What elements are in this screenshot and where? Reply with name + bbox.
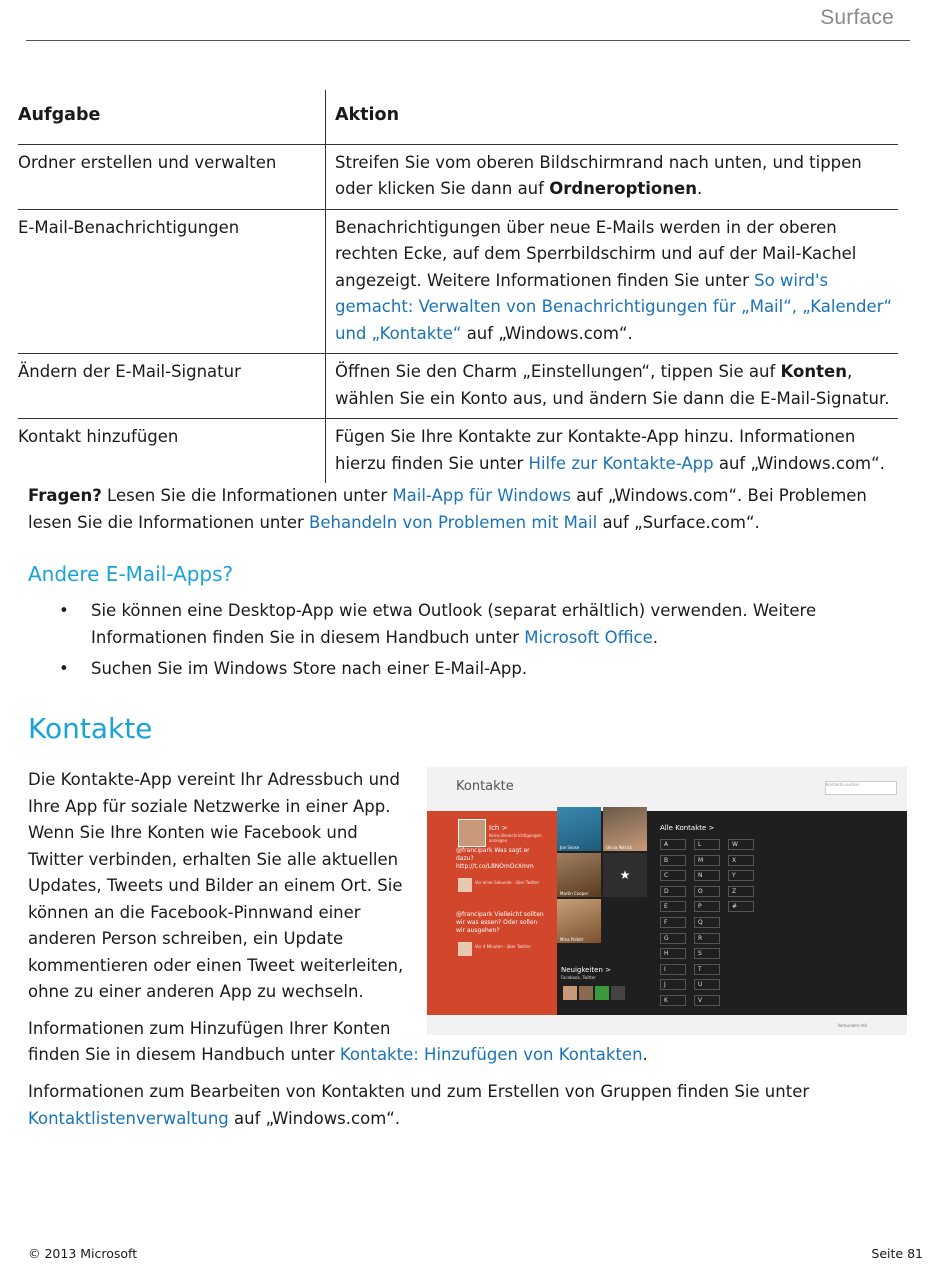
link-add-contacts[interactable]: Kontakte: Hinzufügen von Kontakten — [339, 1045, 643, 1064]
task-table — [18, 90, 898, 483]
ss-news-avatar — [595, 986, 609, 1000]
ss-letter-tile: D — [660, 886, 686, 897]
ss-letter-tile: U — [694, 979, 720, 990]
ss-me-sub: Keine Benachrichtigungen anzeigen — [489, 833, 542, 843]
bullet: • — [59, 601, 69, 620]
ss-letter-tile: F — [660, 917, 686, 928]
link-contact-list-management[interactable]: Kontaktlistenverwaltung — [28, 1108, 229, 1128]
ss-letter-tile: E — [660, 901, 686, 912]
ss-letter-tile: T — [694, 964, 720, 975]
ss-letter-tile: P — [694, 901, 720, 912]
ss-favorite-tile: ★ — [603, 853, 647, 897]
link-mail-troubleshoot[interactable]: Behandeln von Problemen mit Mail — [309, 512, 598, 532]
link-mail-app[interactable]: Mail-App für Windows — [392, 486, 571, 505]
ss-search-box: Kontakte suchen — [825, 781, 897, 795]
list-item: • Sie können eine Desktop-App wie etwa Outlook (separat erhältlich) verwenden. Weitere Informationen finden Sie in diesem Handbuch unter Microsoft Office. — [28, 598, 898, 651]
ss-letter-tile: H — [660, 948, 686, 959]
header-rule — [26, 40, 910, 41]
ss-post-meta: Vor 4 Minuten · über Twitter — [475, 944, 531, 949]
ss-letter-tile: # — [728, 901, 754, 912]
bold-term: Konten — [780, 362, 847, 381]
ss-all-contacts: Alle Kontakte > — [660, 824, 715, 832]
ss-post: @francipark Was sagt er dazu? http://t.co/L8NOmOcXmm — [456, 847, 534, 870]
ss-letter-tile: G — [660, 933, 686, 944]
bold-term: Ordneroptionen — [549, 179, 697, 198]
link-notifications-howto[interactable]: So wird's gemacht: Verwalten von Benachrichtigungen für „Mail“, „Kalender“ und „Kontakte“ — [335, 270, 893, 343]
list-item: • Suchen Sie im Windows Store nach einer E-Mail-App. — [28, 656, 898, 683]
column-header-action: Aktion — [326, 90, 899, 144]
ss-letter-tile: M — [694, 855, 720, 866]
ss-footer-text: Verbunden mit — [837, 1023, 867, 1028]
ss-app-title: Kontakte — [456, 779, 514, 794]
other-apps-list — [28, 598, 898, 688]
ss-letter-tile: C — [660, 870, 686, 881]
ss-letter-tile: V — [694, 995, 720, 1006]
ss-footer — [427, 1015, 907, 1035]
ss-letter-tile: Q — [694, 917, 720, 928]
add-accounts-line1: Informationen zum Hinzufügen Ihrer Konten — [28, 1019, 391, 1038]
footer-copyright: © 2013 Microsoft — [28, 1246, 138, 1261]
add-accounts-line2: finden Sie in diesem Handbuch unter Kontakte: Hinzufügen von Kontakten. — [28, 1045, 648, 1064]
ss-contact-name: Martin Cooper — [560, 891, 589, 896]
footer-page-number: Seite 81 — [871, 1246, 923, 1261]
kontakte-app-screenshot — [427, 767, 907, 1035]
ss-contact-name: Joe Sinise — [560, 845, 580, 850]
action-cell: Streifen Sie vom oberen Bildschirmrand nach unten, und tippen oder klicken Sie dann auf Ordneroptionen. — [326, 144, 899, 209]
ss-letter-tile: J — [660, 979, 686, 990]
link-microsoft-office[interactable]: Microsoft Office — [524, 627, 653, 647]
table-header-row — [18, 90, 898, 144]
action-cell: Fügen Sie Ihre Kontakte zur Kontakte-App hinzu. Informationen hierzu finden Sie unter Hilfe zur Kontakte-App auf „Windows.com“. — [326, 419, 899, 484]
ss-letter-tile: A — [660, 839, 686, 850]
ss-letter-tile: R — [694, 933, 720, 944]
task-cell: Ändern der E-Mail-Signatur — [18, 354, 326, 419]
ss-me-label: Ich > — [489, 824, 508, 832]
ss-letter-tile: L — [694, 839, 720, 850]
ss-letter-tile: I — [660, 964, 686, 975]
ss-news-label: Neuigkeiten > — [561, 966, 612, 974]
column-header-task: Aufgabe — [18, 105, 101, 125]
ss-post-meta: Vor einer Sekunde · über Twitter — [475, 880, 540, 885]
ss-letter-tile: O — [694, 886, 720, 897]
task-cell: E-Mail-Benachrichtigungen — [18, 209, 326, 354]
bullet: • — [59, 659, 69, 678]
ss-letter-tile: S — [694, 948, 720, 959]
edit-contacts-paragraph: Informationen zum Bearbeiten von Kontakten und zum Erstellen von Gruppen finden Sie unter Kontaktlistenverwaltung auf „Windows.com“. — [28, 1082, 810, 1128]
ss-letter-tile: W — [728, 839, 754, 850]
ss-contact-name: Mina Pollott — [560, 937, 584, 942]
ss-contact-name: Olivia Patrick — [606, 845, 633, 850]
ss-news-avatar — [611, 986, 625, 1000]
ss-letter-tile: Y — [728, 870, 754, 881]
ss-me-panel — [427, 811, 557, 1015]
ss-post-avatar — [458, 942, 472, 956]
ss-contacts-panel — [557, 811, 907, 1015]
add-accounts-line2-text: finden Sie in diesem Handbuch unter — [28, 1045, 340, 1064]
questions-label: Fragen? — [28, 486, 102, 505]
action-cell: Benachrichtigungen über neue E-Mails werden in der oberen rechten Ecke, auf dem Sperrbildschirm und auf der Mail-Kachel angezeigt. Weitere Informationen finden Sie unter So wird's gemacht: Verwalten von Benachrichtigungen für „Mail“, „Kalender“ und „Kontakte“ auf „Windows.com“. — [326, 209, 899, 354]
ss-letter-tile: N — [694, 870, 720, 881]
heading-other-apps: Andere E-Mail-Apps? — [28, 562, 234, 586]
heading-kontakte: Kontakte — [28, 712, 153, 745]
link-kontakte-help[interactable]: Hilfe zur Kontakte-App — [528, 453, 714, 473]
kontakte-intro: Die Kontakte-App vereint Ihr Adressbuch und Ihre App für soziale Netzwerke in einer App. Wenn Sie Ihre Konten wie Facebook und Twitter verbinden, erhalten Sie alle aktuellen Updates, Tweets und Bilder an einem Ort. Sie können an die Facebook-Pinnwand einer anderen Person schreiben, ein Update kommentieren oder einen Tweet weiterleiten, ohne zu einer anderen App zu wechseln. — [28, 770, 404, 1001]
ss-letter-tile: X — [728, 855, 754, 866]
ss-news-avatar — [579, 986, 593, 1000]
ss-me-avatar — [458, 819, 486, 847]
task-cell: Ordner erstellen und verwalten — [18, 144, 326, 209]
task-cell: Kontakt hinzufügen — [18, 419, 326, 484]
ss-news-sub: Facebook, Twitter — [561, 975, 596, 980]
ss-letter-tile: K — [660, 995, 686, 1006]
table-row — [18, 209, 898, 354]
ss-post-avatar — [458, 878, 472, 892]
action-cell: Öffnen Sie den Charm „Einstellungen“, tippen Sie auf Konten, wählen Sie ein Konto aus, und ändern Sie dann die E-Mail-Signatur. — [326, 354, 899, 419]
ss-post: @francipark Vielleicht sollten wir was essen? Oder sollen wir ausgehen? — [456, 911, 544, 934]
add-accounts-paragraph — [28, 1016, 408, 1043]
ss-letter-tile: B — [660, 855, 686, 866]
table-row — [18, 354, 898, 419]
brand-logo: Surface — [820, 6, 894, 29]
questions-paragraph: Fragen? Lesen Sie die Informationen unter Mail-App für Windows auf „Windows.com“. Bei Problemen lesen Sie die Informationen unter Behandeln von Problemen mit Mail auf „Surface.com“. — [28, 486, 867, 532]
ss-letter-tile: Z — [728, 886, 754, 897]
ss-news-avatar — [563, 986, 577, 1000]
table-row — [18, 419, 898, 484]
table-row — [18, 144, 898, 209]
